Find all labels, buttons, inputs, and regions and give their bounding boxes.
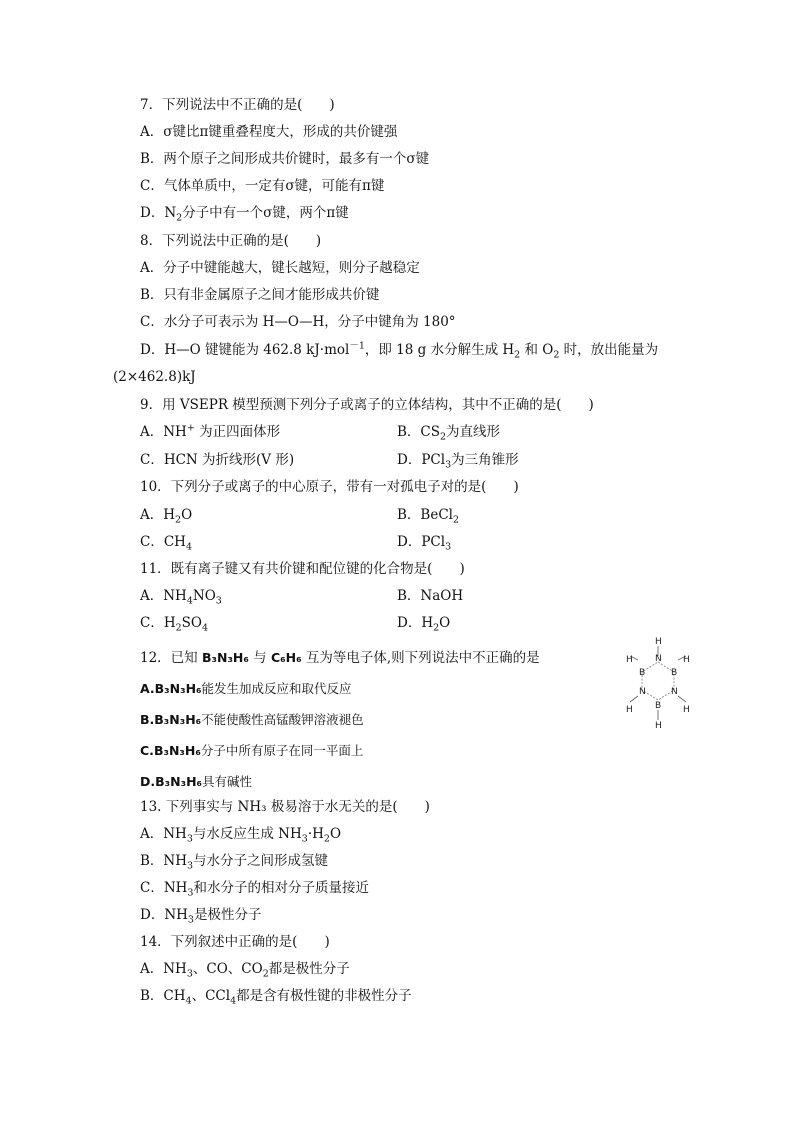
question-12-option-a: A.B₃N₃H₆能发生加成反应和取代反应 xyxy=(140,681,352,696)
question-10-option-b: B．BeCl$_2$ xyxy=(397,507,460,526)
question-12-option-b: B.B₃N₃H₆不能使酸性高锰酸钾溶液褪色 xyxy=(140,712,364,727)
question-9-option-b: B．$CS_2$为直线形 xyxy=(397,424,501,443)
atom-h-upper-right: H xyxy=(683,655,690,665)
atom-h-upper-left: H xyxy=(626,655,633,665)
question-8-stem: 8．下列说法中正确的是( ) xyxy=(140,233,322,249)
question-14-option-a: A．$NH_3$、CO、$CO_2$都是极性分子 xyxy=(140,961,350,980)
question-9-stem: 9．用 VSEPR 模型预测下列分子或离子的立体结构，其中不正确的是( ) xyxy=(140,397,594,413)
question-9-option-c: C．HCN 为折线形(V 形) xyxy=(140,452,295,468)
question-13-option-b: B．$NH_3$与水分子之间形成氢键 xyxy=(140,853,329,872)
question-14-stem: 14．下列叙述中正确的是( ) xyxy=(140,934,330,950)
atom-b-upper-right: B xyxy=(671,668,678,678)
question-13-stem: 13. 下列事实与 NH₃ 极易溶于水无关的是( ) xyxy=(140,799,430,815)
atom-h-lower-right: H xyxy=(683,705,690,715)
question-10-option-c: C．$CH_4$ xyxy=(140,534,192,553)
question-11-option-c: C．$H_2SO_4$ xyxy=(140,615,209,634)
question-12-option-d: D.B₃N₃H₆具有碱性 xyxy=(140,774,253,789)
question-7-option-a: A．σ键比π键重叠程度大，形成的共价键强 xyxy=(140,124,398,140)
atom-n-lower-left: N xyxy=(639,687,646,697)
question-8-option-b: B．只有非金属原子之间才能形成共价键 xyxy=(140,287,380,303)
question-13-option-d: D．$NH_3$是极性分子 xyxy=(140,907,262,926)
atom-b-upper-left: B xyxy=(639,668,646,678)
question-12-option-c: C.B₃N₃H₆分子中所有原子在同一平面上 xyxy=(140,743,364,758)
question-8-option-d: D．H—O 键键能为 462.8 kJ·mol$^{-1}$，即 18 g 水分解生成 $H_2$ 和 $O_2$ 时，放出能量为 xyxy=(140,340,659,361)
question-8-option-a: A．分子中键能越大，键长越短，则分子越稳定 xyxy=(140,260,420,276)
atom-h-lower-left: H xyxy=(626,705,633,715)
question-9-option-a: A．NH+ 为正四面体形 xyxy=(140,422,281,440)
question-7-option-c: C．气体单质中，一定有σ键，可能有π键 xyxy=(140,178,385,194)
question-9-option-d: D．PCl$_3$为三角锥形 xyxy=(397,452,519,471)
question-10-option-a: A．$H_2O$ xyxy=(140,507,193,526)
question-14-option-b: B．$CH_4$、CCl$_4$都是含有极性键的非极性分子 xyxy=(140,988,412,1007)
atom-h-top: H xyxy=(655,637,662,647)
question-11-stem: 11．既有离子键又有共价键和配位键的化合物是( ) xyxy=(140,561,465,577)
question-10-option-d: D．PCl$_3$ xyxy=(397,534,452,553)
atom-b-bottom: B xyxy=(655,701,662,711)
atom-h-bottom: H xyxy=(655,721,662,731)
atom-n-top: N xyxy=(655,654,662,664)
question-7-stem: 7．下列说法中不正确的是( ) xyxy=(140,97,335,113)
question-13-option-a: A．$NH_3$与水反应生成 $NH_3\cdot H_2O$ xyxy=(140,826,342,845)
question-10-stem: 10．下列分子或离子的中心原子，带有一对孤电子对的是( ) xyxy=(140,479,519,495)
question-12-stem: 12．已知 B₃N₃H₆ 与 C₆H₆ 互为等电子体,则下列说法中不正确的是 xyxy=(140,650,540,666)
question-8-option-d-continued: (2×462.8)kJ xyxy=(113,369,196,385)
question-8-option-c: C．水分子可表示为 H—O—H，分子中键角为 180° xyxy=(140,314,456,330)
borazine-structure-diagram xyxy=(618,632,698,738)
question-11-option-d: D．$H_2O$ xyxy=(397,615,451,634)
question-7-option-b: B．两个原子之间形成共价键时，最多有一个σ键 xyxy=(140,151,430,167)
atom-n-lower-right: N xyxy=(671,687,678,697)
question-13-option-c: C．$NH_3$和水分子的相对分子质量接近 xyxy=(140,880,369,899)
question-11-option-a: A．$NH_4NO_3$ xyxy=(140,588,222,607)
question-7-option-d: D．$N_2$分子中有一个σ键，两个π键 xyxy=(140,205,349,224)
question-11-option-b: B．NaOH xyxy=(397,588,464,604)
